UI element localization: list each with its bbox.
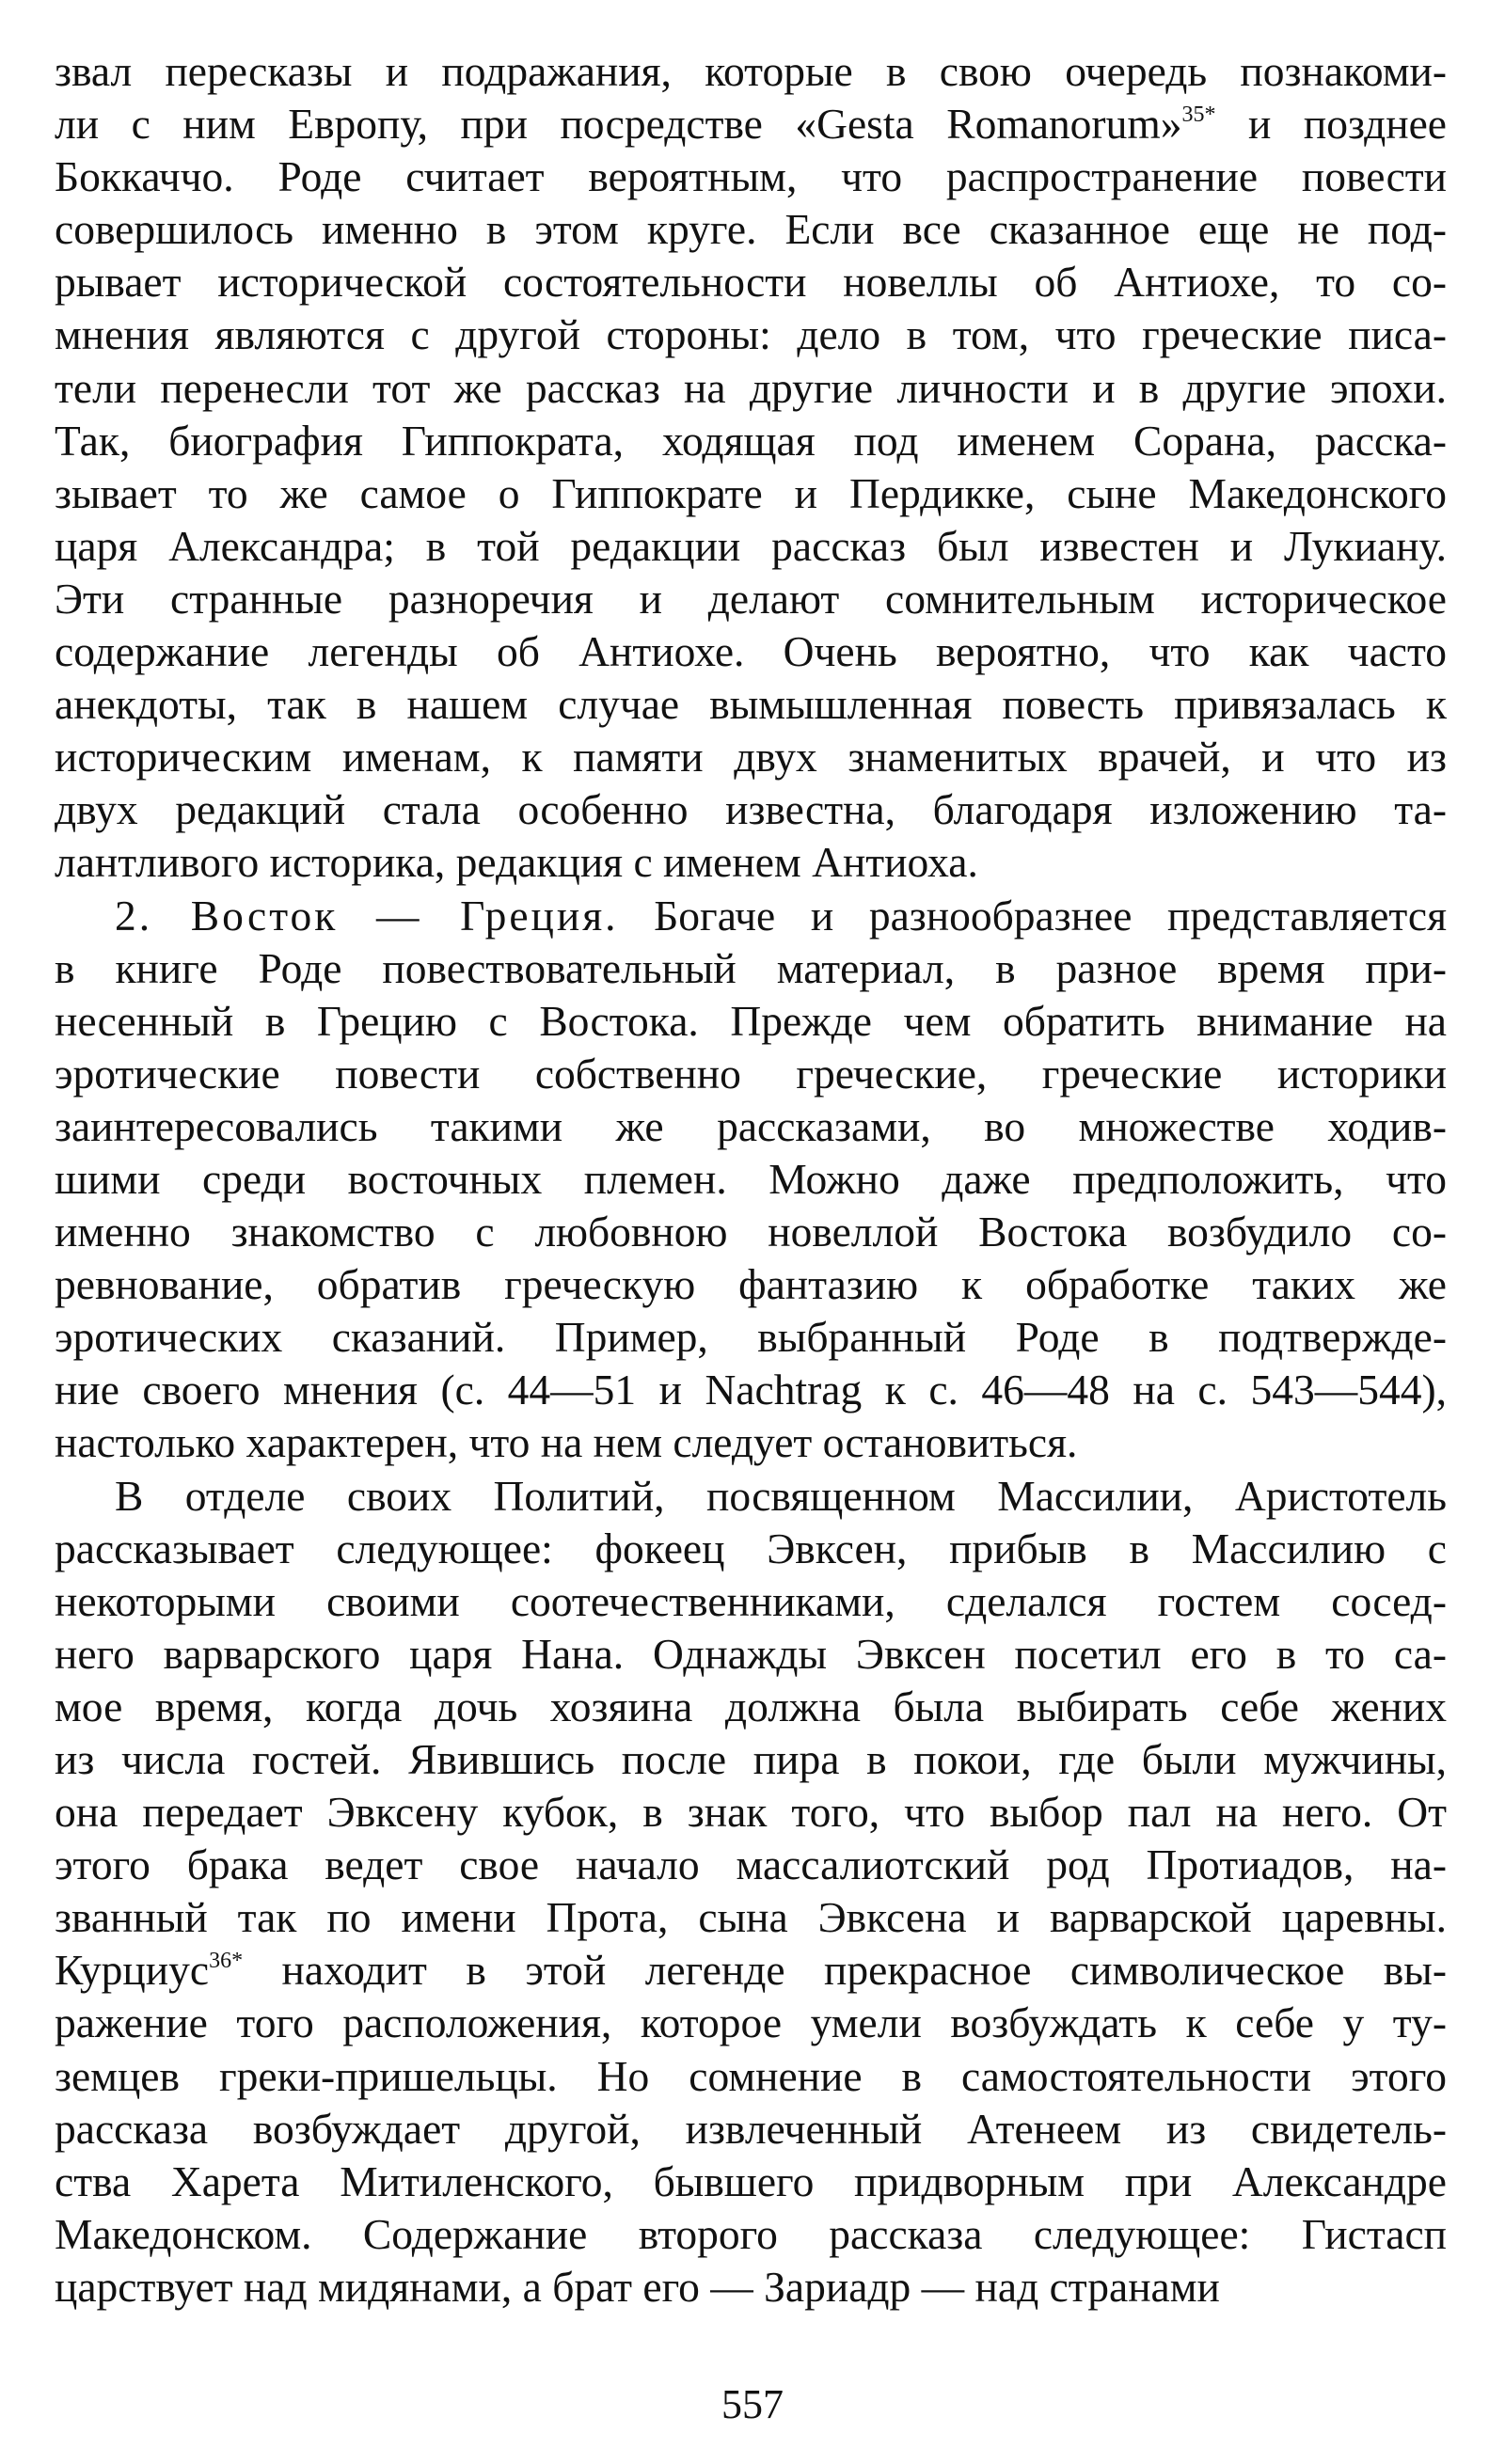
text-line: ства Харета Митиленского, бывшего придворным при Александре [55, 2156, 1447, 2205]
text-line: мое время, когда дочь хозяина должна была выбирать себе жених [55, 1682, 1447, 1730]
page-number: 557 [721, 2381, 784, 2427]
text-line: настолько характерен, что на нем следует остановиться. [55, 1418, 1078, 1467]
text-line: эротических сказаний. Пример, выбранный Роде в подтвержде- [55, 1313, 1447, 1362]
text-line: звал пересказы и подражания, которые в свою очередь познакоми- [55, 47, 1447, 95]
text-line: рассказывает следующее: фокеец Эвксен, прибыв в Массилию с [55, 1524, 1447, 1572]
text-line: него варварского царя Нана. Однажды Эвксен посетил его в то са- [55, 1629, 1447, 1678]
paragraph-p1 [55, 45, 1447, 890]
footnote-ref: 35* [1181, 103, 1216, 128]
text-line: тели перенесли тот же рассказ на другие личности и в другие эпохи. [55, 363, 1447, 412]
text-line: рассказа возбуждает другой, извлеченный Атенеем из свидетель- [55, 2104, 1447, 2153]
text-line: именно знакомство с любовною новеллой Востока возбудило со- [55, 1208, 1447, 1256]
text-line: рывает исторической состоятельности новеллы об Антиохе, то со- [55, 258, 1447, 307]
text-line: она передает Эвксену кубок, в знак того, что выбор пал на него. От [55, 1788, 1447, 1837]
text-line: шими среди восточных племен. Можно даже предположить, что [55, 1154, 1447, 1203]
text-line: анекдоты, так в нашем случае вымышленная повесть привязалась к [55, 680, 1447, 729]
text-line: мнения являются с другой стороны: дело в том, что греческие писа- [55, 310, 1447, 359]
text-line: некоторыми своими соотечественниками, сделался гостем сосед- [55, 1576, 1447, 1625]
text-line: из числа гостей. Явившись после пира в покои, где были мужчины, [55, 1735, 1447, 1783]
paragraph-p3 [55, 1470, 1447, 2314]
paragraphs [55, 45, 1447, 2314]
text-line: ли с ним Европу, при посредстве «Gesta Romanorum»$^{35*}$ и позднее [55, 100, 1447, 149]
text-line: Боккаччо. Роде считает вероятным, что распространение повести [55, 152, 1447, 201]
text-line: званный так по имени Прота, сына Эвксена и варварской царевны. [55, 1893, 1447, 1942]
text-line: Так, биография Гиппократа, ходящая под именем Сорана, расска- [55, 416, 1447, 465]
text-line: В отделе своих Политий, посвященном Массилии, Аристотель [115, 1471, 1447, 1520]
text-line: двух редакций стала особенно известна, благодаря изложению та- [55, 785, 1447, 834]
text-line: заинтересовались такими же рассказами, во множестве ходив- [55, 1101, 1447, 1150]
text-line: содержание легенды об Антиохе. Очень вероятно, что как часто [55, 627, 1447, 676]
text-line: 2. Восток — Греция. Богаче и разнообразнее представляется [115, 891, 1447, 940]
text-line: зывает то же самое о Гиппократе и Пердикке, сыне Македонского [55, 468, 1447, 517]
text-line: в книге Роде повествовательный материал, в разное время при- [55, 943, 1447, 992]
footnote-ref: 36* [209, 1949, 244, 1974]
text-line: земцев греки-пришельцы. Но сомнение в самостоятельности этого [55, 2051, 1447, 2100]
text-line: Эти странные разноречия и делают сомнительным историческое [55, 574, 1447, 623]
text-line: Курциус$^{36*}$ находит в этой легенде прекрасное символическое вы- [55, 1946, 1447, 1995]
text-line: ражение того расположения, которое умели возбуждать к себе у ту- [55, 1998, 1447, 2047]
section-heading: 2. Восток — Греция. [115, 891, 619, 940]
text-line: царя Александра; в той редакции рассказ был известен и Лукиану. [55, 521, 1447, 570]
text-line: этого брака ведет свое начало массалиотский род Протиадов, на- [55, 1840, 1447, 1889]
text-line: совершилось именно в этом круге. Если все сказанное еще не под- [55, 205, 1447, 254]
text-line: ние своего мнения (с. 44—51 и Nachtrag к с. 46—48 на с. 543—544), [55, 1366, 1447, 1414]
text-line: царствует над мидянами, а брат его — Зариадр — над странами [55, 2262, 1220, 2311]
page-body [55, 45, 1447, 2314]
text-line: несенный в Грецию с Востока. Прежде чем обратить внимание на [55, 996, 1447, 1045]
paragraph-p2 [55, 890, 1447, 1470]
text-line: Македонском. Содержание второго рассказа следующее: Гистасп [55, 2209, 1447, 2258]
text-line: лантливого историка, редакция с именем Антиоха. [55, 838, 978, 887]
text-line: ревнование, обратив греческую фантазию к обработке таких же [55, 1260, 1447, 1309]
text-line: историческим именам, к памяти двух знаменитых врачей, и что из [55, 733, 1447, 782]
text-line: эротические повести собственно греческие, греческие историки [55, 1049, 1447, 1098]
